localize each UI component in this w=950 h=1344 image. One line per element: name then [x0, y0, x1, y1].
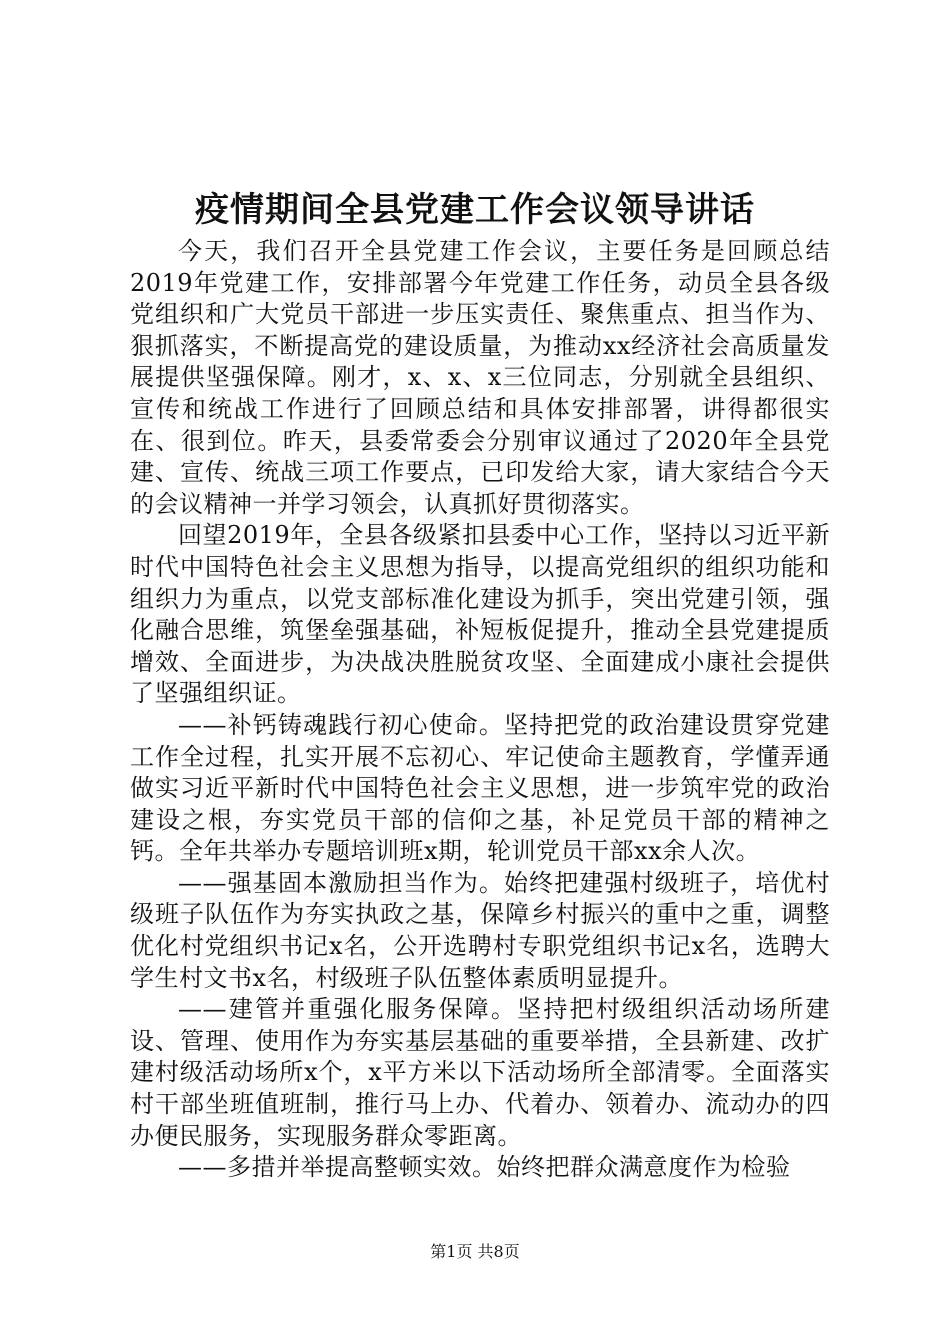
- paragraph-initial-mission: ——补钙铸魂践行初心使命。坚持把党的政治建设贯穿党建工作全过程，扎实开展不忘初心、牢记使命主题教育，学懂弄通做实习近平新时代中国特色社会主义思想，进一步筑牢党的政治建设之根，夯实党员干部的信仰之基，补足党员干部的精神之钙。全年共举办专题培训班x期，轮训党员干部xx余人次。: [130, 710, 830, 866]
- page-number-footer: 第1页 共8页: [430, 1242, 520, 1261]
- document-title: 疫情期间全县党建工作会议领导讲话: [195, 190, 755, 230]
- paragraph-strengthen-foundation: ——强基固本激励担当作为。始终把建强村级班子，培优村级班子队伍作为夯实执政之基，保障乡村振兴的重中之重，调整优化村党组织书记x名，公开选聘村专职党组织书记x名，选聘大学生村文书x名，村级班子队伍整体素质明显提升。: [130, 868, 830, 992]
- document-body: [130, 236, 830, 1184]
- paragraph-opening: 今天，我们召开全县党建工作会议，主要任务是回顾总结2019年党建工作，安排部署今年党建工作任务，动员全县各级党组织和广大党员干部进一步压实责任、聚焦重点、担当作为、狠抓落实，不断提高党的建设质量，为推动xx经济社会高质量发展提供坚强保障。刚才，x、x、x三位同志，分别就全县组织、宣传和统战工作进行了回顾总结和具体安排部署，讲得都很实在、很到位。昨天，县委常委会分别审议通过了2020年全县党建、宣传、统战三项工作要点，已印发给大家，请大家结合今天的会议精神一并学习领会，认真抓好贯彻落实。: [130, 237, 830, 518]
- paragraph-review-2019: 回望2019年，全县各级紧扣县委中心工作，坚持以习近平新时代中国特色社会主义思想为指导，以提高党组织的组织功能和组织力为重点，以党支部标准化建设为抓手，突出党建引领，强化融合思维，筑堡垒强基础，补短板促提升，推动全县党建提质增效、全面进步，为决战决胜脱贫攻坚、全面建成小康社会提供了坚强组织证。: [130, 521, 830, 708]
- paragraph-service-guarantee: ——建管并重强化服务保障。坚持把村级组织活动场所建设、管理、使用作为夯实基层基础的重要举措，全县新建、改扩建村级活动场所x个，x平方米以下活动场所全部清零。全面落实村干部坐班值班制，推行马上办、代着办、领着办、流动办的四办便民服务，实现服务群众零距离。: [130, 995, 830, 1150]
- paragraph-rectification: ——多措并举提高整顿实效。始终把群众满意度作为检验: [178, 1153, 791, 1182]
